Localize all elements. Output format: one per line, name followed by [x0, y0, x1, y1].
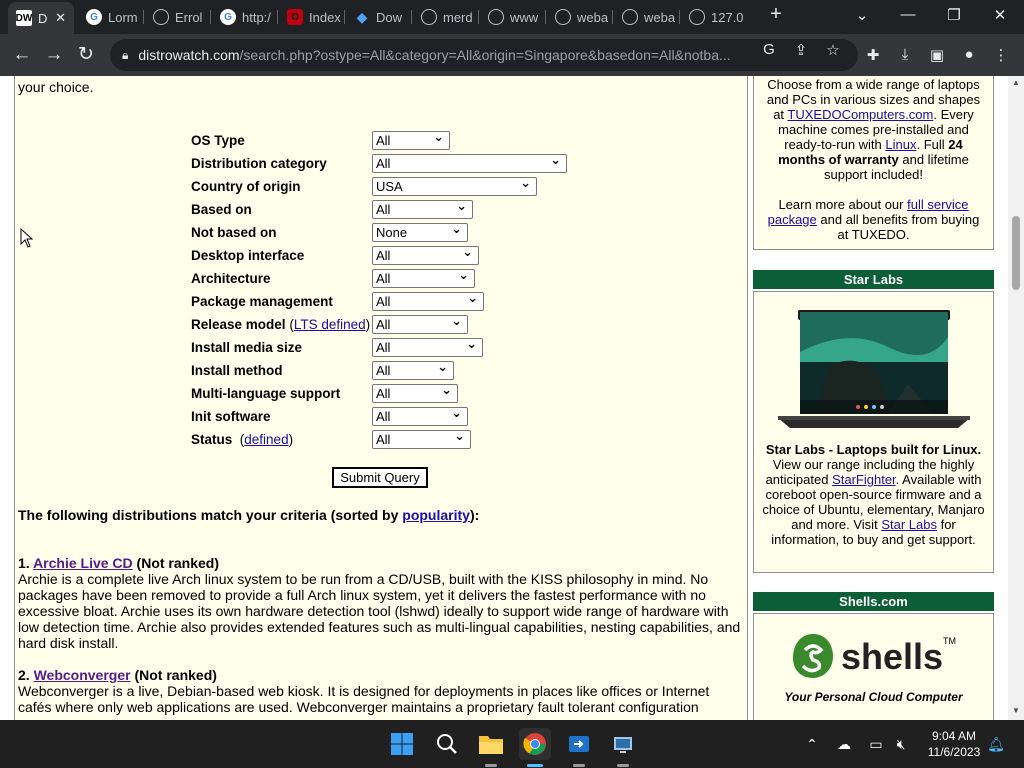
select-value: All: [376, 248, 391, 263]
menu-kebab-icon[interactable]: ⋮: [993, 47, 1009, 64]
results-heading-prefix: The following distributions match your criteria (sorted by: [18, 507, 403, 523]
distro-heading-1: [18, 555, 219, 571]
select-value: All: [376, 340, 391, 355]
select-value: All: [376, 271, 391, 286]
form-label-desktop-interface: [191, 244, 304, 266]
search-button[interactable]: [431, 728, 463, 760]
globe-icon: [153, 9, 169, 25]
select-release-model[interactable]: [372, 315, 468, 334]
running-indicator: [573, 764, 585, 767]
tab-title: merd: [443, 9, 473, 25]
select-value: All: [376, 317, 391, 332]
shells-logo-icon: [791, 632, 835, 680]
tab-title: http:/: [242, 9, 271, 25]
distro-rank: (Not ranked): [134, 667, 217, 683]
scrollbar-thumb[interactable]: [1012, 216, 1020, 290]
minimize-button[interactable]: —: [900, 6, 916, 23]
tab-title: www: [510, 9, 539, 25]
laptop-illustration: [758, 292, 990, 442]
select-install-media-size[interactable]: [372, 338, 483, 357]
chrome-icon: [523, 732, 547, 756]
select-not-based-on[interactable]: [372, 223, 468, 242]
shells-header: Shells.com: [753, 592, 994, 611]
label-text: Architecture: [191, 270, 271, 286]
start-button[interactable]: [386, 728, 418, 760]
clock-date: 11/6/2023: [927, 745, 981, 759]
tab-separator: [411, 10, 412, 24]
downloads-icon[interactable]: ⤓: [901, 46, 909, 63]
tab-separator: [612, 10, 613, 24]
google-lens-icon[interactable]: G: [763, 41, 775, 58]
form-label-install-media-size: [191, 336, 302, 358]
forward-button[interactable]: →: [44, 44, 64, 65]
tab-separator: [478, 10, 479, 24]
full-service-package-link[interactable]: full service package: [767, 197, 969, 227]
tuxedo-text-1: Choose from a wide range of laptops and PCs in various sizes and shapes at: [766, 77, 981, 122]
network-app-icon: [611, 732, 635, 756]
select-value: All: [376, 202, 391, 217]
tab-title: D: [38, 10, 48, 26]
select-package-management[interactable]: [372, 292, 484, 311]
file-explorer-button[interactable]: [475, 728, 507, 760]
web-page: [0, 76, 1008, 720]
select-value: All: [376, 409, 391, 424]
select-value: All: [376, 156, 391, 171]
tuxedo-ad: [753, 76, 994, 250]
tuxedo-text-5: Learn more about our: [778, 197, 904, 212]
tuxedo-computers-link[interactable]: TUXEDOComputers.com: [787, 107, 934, 122]
tab-separator: [545, 10, 546, 24]
distro-rank: (Not ranked): [136, 555, 219, 571]
google-icon: G: [220, 9, 236, 25]
maximize-button[interactable]: ❐: [947, 7, 961, 24]
linux-link[interactable]: Linux: [885, 137, 917, 152]
tab-distrowatch[interactable]: [8, 2, 74, 34]
close-window-button[interactable]: ✕: [993, 7, 1007, 24]
paren: (: [239, 431, 245, 447]
windows-logo-icon: [390, 732, 414, 756]
label-text: Init software: [191, 408, 271, 424]
starlabs-title: Star Labs - Laptops built for Linux.: [765, 442, 982, 457]
form-label-based-on: [191, 198, 252, 220]
shells-tagline: Your Personal Cloud Computer: [784, 690, 963, 704]
folder-icon: [478, 733, 504, 755]
onedrive-icon[interactable]: ☁: [837, 736, 851, 752]
shells-wordmark: shells: [840, 635, 944, 677]
scroll-down-arrow[interactable]: ▼: [1012, 706, 1020, 715]
globe-icon: [622, 9, 638, 25]
submit-query-button[interactable]: Submit Query: [332, 467, 428, 488]
label-text: Not based on: [191, 224, 277, 240]
shells-logo[interactable]: [758, 630, 989, 682]
distrowatch-icon: DW: [16, 10, 32, 26]
select-distribution-category[interactable]: [372, 154, 567, 173]
label-text: OS Type: [191, 132, 245, 148]
label-text: Based on: [191, 201, 252, 217]
new-tab-button[interactable]: +: [770, 3, 782, 25]
select-value: All: [376, 294, 391, 309]
results-heading-suffix: ):: [469, 507, 480, 523]
profile-avatar-icon[interactable]: ●: [964, 46, 974, 63]
label-text: Status: [191, 431, 233, 447]
address-bar[interactable]: [110, 39, 858, 71]
label-text: Distribution category: [191, 155, 327, 171]
clock-time: 9:04 AM: [931, 729, 977, 743]
back-button[interactable]: ←: [12, 44, 32, 65]
select-value: All: [376, 133, 391, 148]
results-heading: [18, 507, 479, 523]
select-value: USA: [376, 179, 403, 194]
notification-bell-icon[interactable]: 🔔︎: [987, 736, 1005, 752]
download-site-icon: ◆: [356, 8, 368, 25]
starlabs-header: Star Labs: [753, 270, 994, 289]
browser-toolbar: [0, 34, 1024, 76]
side-panel-icon[interactable]: ▣: [929, 47, 945, 64]
tab-index[interactable]: [279, 4, 343, 30]
mouse-cursor-icon: [20, 228, 34, 248]
form-label-install-method: [191, 359, 283, 381]
label-text: Desktop interface: [191, 247, 305, 263]
label-text: Package management: [191, 293, 333, 309]
extensions-icon[interactable]: ✚: [866, 47, 880, 64]
chrome-button[interactable]: [519, 728, 551, 760]
share-icon[interactable]: ⇪: [794, 42, 808, 59]
globe-icon: [689, 9, 705, 25]
label-text: Multi-language support: [191, 385, 341, 401]
tab-google-1[interactable]: [78, 4, 142, 30]
form-label-status: [191, 428, 293, 450]
tuxedo-warranty: 24 months of warranty: [778, 137, 963, 167]
tab-separator: [210, 10, 211, 24]
distro-number: 2.: [18, 667, 30, 683]
globe-icon: [555, 9, 571, 25]
display-icon[interactable]: ▭: [869, 736, 883, 752]
distro-description-1: Archie is a complete live Arch linux system to be run from a CD/USB, built with the KISS philosophy in mind. No packages have been removed to provide a full Arch linux system, yet it delivers the fastest performance with no excessive bloat. Archie uses its own hardware detection tool (lshwd) ideally to support wide range of hardware with low detection time. Archie also provides extended features such as multi-lingual capabilities, nesting capabilities, and hard disk install.: [18, 571, 741, 651]
form-label-init-software: [191, 405, 271, 427]
page-scrollbar[interactable]: [1008, 76, 1024, 720]
opera-icon: O: [287, 9, 303, 25]
select-value: None: [376, 225, 408, 240]
tab-weba-1[interactable]: [547, 4, 611, 30]
tab-separator: [679, 10, 680, 24]
form-label-distribution-category: [191, 152, 327, 174]
select-based-on[interactable]: [372, 200, 473, 219]
globe-icon: [488, 9, 504, 25]
tab-search-button[interactable]: ⌄: [855, 7, 869, 24]
form-label-not-based-on: [191, 221, 277, 243]
tab-title: weba: [577, 9, 609, 25]
distro-link-archie[interactable]: Archie Live CD: [33, 555, 133, 571]
tuxedo-text-3: . Full: [916, 137, 945, 152]
tab-title: Dow: [376, 9, 403, 25]
url-domain: distrowatch.com: [138, 47, 240, 63]
tuxedo-spacer: [762, 182, 985, 197]
shells-ad: [753, 613, 994, 720]
network-app-button[interactable]: [607, 728, 639, 760]
shells-trademark: TM: [943, 636, 957, 646]
active-indicator: [527, 764, 543, 767]
select-install-method[interactable]: [372, 361, 454, 380]
popularity-link[interactable]: popularity: [402, 507, 470, 523]
running-indicator: [617, 764, 629, 767]
remote-desktop-button[interactable]: [563, 728, 595, 760]
tab-merd[interactable]: [413, 4, 477, 30]
globe-icon: [421, 9, 437, 25]
starlabs-laptop-image[interactable]: [758, 292, 989, 442]
tab-title: weba: [644, 9, 676, 25]
tuxedo-text-6: and all benefits from buying at TUXEDO.: [820, 212, 980, 242]
paren: ): [288, 431, 294, 447]
main-content: [14, 76, 748, 720]
select-value: All: [376, 386, 391, 401]
select-os-type[interactable]: [372, 131, 450, 150]
url-path: /search.php?ostype=All&category=All&origin=Singapore&basedon=All&notba...: [239, 47, 731, 63]
close-tab-icon[interactable]: ✕: [55, 10, 66, 25]
paren: (: [289, 316, 294, 332]
label-text: Release model: [191, 316, 286, 332]
starlabs-link[interactable]: Star Labs: [881, 517, 937, 532]
select-multi-language-support[interactable]: [372, 384, 458, 403]
select-value: All: [376, 432, 391, 447]
tab-title: Lorm: [108, 9, 138, 25]
starlabs-text-1: View our range including the highly anticipated: [765, 457, 975, 487]
form-label-multi-language-support: [191, 382, 340, 404]
starlabs-ad: [753, 291, 994, 573]
form-label-package-management: [191, 290, 333, 312]
select-value: All: [376, 363, 391, 378]
distro-link-webconverger[interactable]: Webconverger: [33, 667, 131, 683]
tab-localhost[interactable]: [681, 4, 751, 30]
form-label-os-type: [191, 129, 245, 151]
running-indicator: [485, 764, 497, 767]
remote-app-icon: [567, 732, 591, 756]
tab-separator: [277, 10, 278, 24]
tab-error[interactable]: [145, 4, 209, 30]
lts-defined-link[interactable]: LTS defined: [293, 316, 366, 332]
select-status[interactable]: [372, 430, 471, 449]
paren: ): [365, 316, 371, 332]
status-defined-link[interactable]: defined: [244, 431, 289, 447]
tuxedo-text-2: . Every machine comes pre-installed and ready-to-run with: [778, 107, 974, 152]
form-label-release-model: [191, 313, 370, 335]
scroll-up-arrow[interactable]: ▲: [1012, 78, 1020, 87]
select-desktop-interface[interactable]: [372, 246, 479, 265]
tab-strip: [0, 0, 1024, 34]
label-text: Install media size: [191, 339, 303, 355]
select-country-of-origin[interactable]: [372, 177, 537, 196]
tab-google-2[interactable]: [212, 4, 276, 30]
lock-icon: 🔒︎: [122, 47, 129, 62]
form-label-architecture: [191, 267, 271, 289]
bookmark-star-icon[interactable]: ☆: [826, 42, 840, 59]
tab-weba-2[interactable]: [614, 4, 678, 30]
starlabs-text-3: for information, to buy and get support.: [771, 517, 976, 547]
distro-number: 1.: [18, 555, 30, 571]
system-clock[interactable]: [918, 728, 990, 760]
tab-separator: [143, 10, 144, 24]
search-icon: [435, 732, 459, 756]
tuxedo-text-4: and lifetime support included!: [823, 152, 969, 182]
distro-heading-2: [18, 667, 217, 683]
tab-title: Errol: [175, 9, 203, 25]
tab-download[interactable]: [346, 4, 410, 30]
tab-www[interactable]: [480, 4, 544, 30]
select-architecture[interactable]: [372, 269, 475, 288]
form-label-country-of-origin: [191, 175, 300, 197]
google-icon: G: [86, 9, 102, 25]
intro-text: your choice.: [18, 79, 94, 95]
select-init-software[interactable]: [372, 407, 468, 426]
tab-title: 127.0: [711, 9, 744, 25]
tab-separator: [344, 10, 345, 24]
windows-taskbar: [0, 720, 1024, 768]
label-text: Install method: [191, 362, 283, 378]
tab-title: Index: [309, 9, 341, 25]
starfighter-link[interactable]: StarFighter: [832, 472, 896, 487]
reload-button[interactable]: ↻: [78, 44, 94, 65]
label-text: Country of origin: [191, 178, 301, 194]
distro-description-2: Webconverger is a live, Debian-based web kiosk. It is designed for deployments in places like offices or Internet cafés where only web applications are used. Webconverger maintains a proprietary fault tolerant configuration: [18, 683, 710, 715]
starlabs-text-2: . Available with coreboot open-source firmware and a choice of Ubuntu, elementary, Manjaro and more. Visit: [762, 472, 985, 532]
show-hidden-icons-chevron[interactable]: ⌃: [806, 736, 818, 752]
volume-muted-icon[interactable]: 🔇︎: [896, 736, 906, 752]
